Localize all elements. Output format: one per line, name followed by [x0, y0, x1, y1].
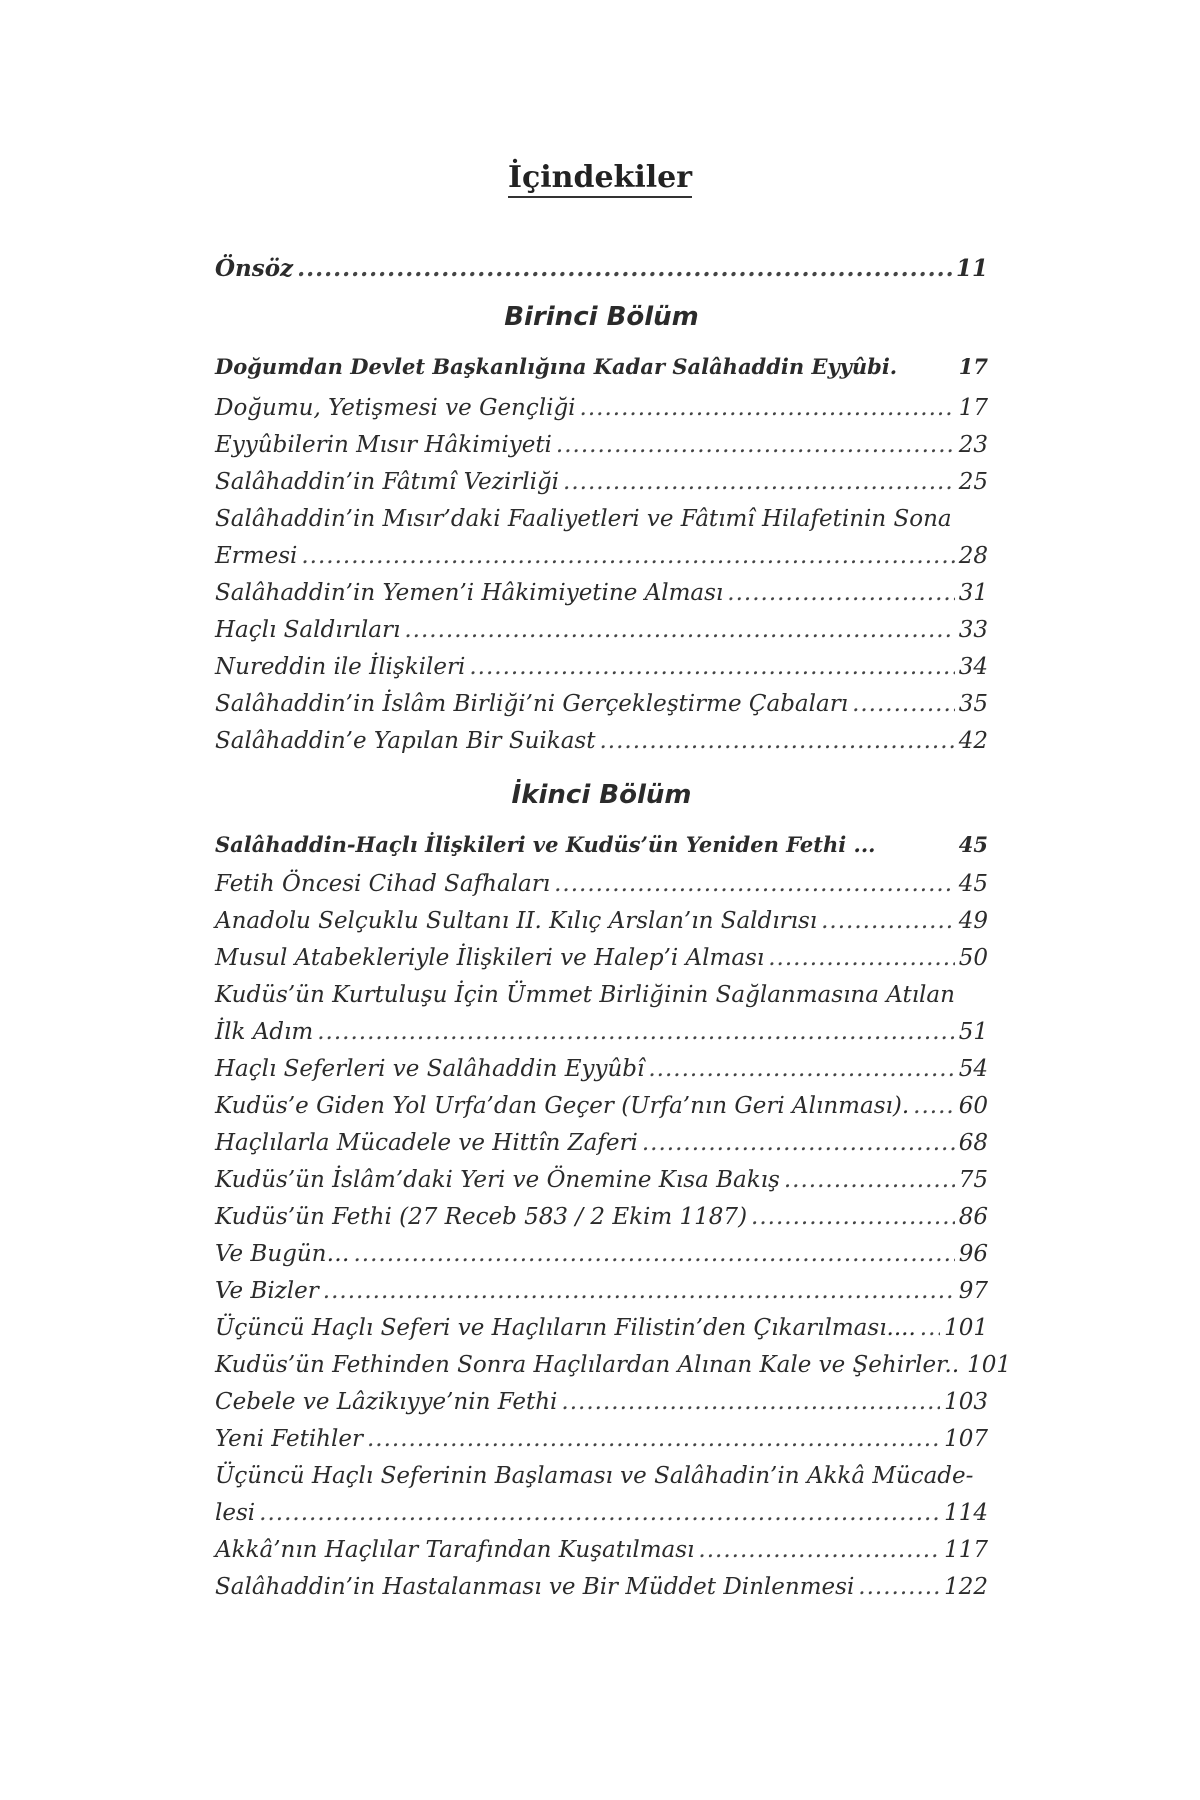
entry-title: Ve Bizler: [215, 1278, 319, 1304]
entry-title: Kudüs’e Giden Yol Urfa’dan Geçer (Urfa’nın Geri Alınması).: [215, 1093, 910, 1119]
toc-entry[interactable]: [215, 1088, 988, 1125]
entry-page: 28: [958, 543, 988, 569]
entry-title: Yeni Fetihler: [215, 1426, 363, 1452]
toc-entry[interactable]: [215, 575, 988, 612]
dot-leader: [554, 866, 955, 903]
entry-title: Üçüncü Haçlı Seferi ve Haçlıların Filistin’den Çıkarılması....: [215, 1315, 916, 1341]
entry-title: İlk Adım: [215, 1019, 314, 1045]
entry-page: 51: [958, 1019, 988, 1045]
dot-leader: [404, 612, 954, 649]
entry-page: 96: [958, 1241, 988, 1267]
toc-entry[interactable]: [215, 1125, 988, 1162]
dot-leader: [323, 1273, 955, 1310]
toc-entry[interactable]: [215, 723, 988, 760]
toc-entry[interactable]: [215, 1347, 1012, 1384]
entry-title: Salâhaddin’in İslâm Birliği’ni Gerçekleştirme Çabaları: [215, 691, 849, 717]
entry-title-line1: Salâhaddin’in Mısır’daki Faaliyetleri ve Fâtımî Hilafetinin Sona: [215, 506, 952, 532]
entry-title: Musul Atabekleriyle İlişkileri ve Halep’i Alması: [215, 945, 765, 971]
section-heading-part1: Birinci Bölüm: [504, 302, 699, 332]
entry-title-line1: Kudüs’ün Kurtuluşu İçin Ümmet Birliğinin Sağlanmasına Atılan: [215, 982, 955, 1008]
entry-title: Fetih Öncesi Cihad Safhaları: [215, 871, 551, 897]
dot-leader: [561, 1384, 940, 1421]
toc-entry[interactable]: [215, 1273, 988, 1310]
toc-entry[interactable]: [215, 903, 988, 940]
entry-page: 33: [958, 617, 988, 643]
dot-leader: [648, 1051, 954, 1088]
dot-leader: [469, 649, 954, 686]
toc-entry[interactable]: [215, 1199, 988, 1236]
entry-page: 75: [958, 1167, 988, 1193]
toc-entry[interactable]: [215, 1421, 988, 1458]
toc-entry-preface[interactable]: [215, 250, 988, 287]
entry-title: lesi: [215, 1500, 256, 1526]
entry-page: 45: [958, 871, 988, 897]
entry-page: 97: [958, 1278, 988, 1304]
dot-leader: [784, 1162, 955, 1199]
entry-title: Doğumu, Yetişmesi ve Gençliği: [215, 395, 576, 421]
toc-entry[interactable]: [215, 501, 988, 575]
entry-title: Ermesi: [215, 543, 298, 569]
toc-entry[interactable]: [215, 390, 988, 427]
entry-title: Cebele ve Lâzikıyye’nin Fethi: [215, 1389, 558, 1415]
dot-leader: [858, 1569, 940, 1606]
entry-title: Salâhaddin’in Fâtımî Vezirliği: [215, 469, 560, 495]
toc-entry[interactable]: [215, 1310, 988, 1347]
toc-entry[interactable]: [215, 866, 988, 903]
entry-title: Eyyûbilerin Mısır Hâkimiyeti: [215, 432, 552, 458]
dot-leader: [821, 903, 955, 940]
entry-title: Haçlılarla Mücadele ve Hittîn Zaferi: [215, 1130, 638, 1156]
dot-leader: [354, 1236, 955, 1273]
toc-entry[interactable]: [215, 1532, 988, 1569]
toc-entry[interactable]: [215, 940, 988, 977]
entry-page: 60: [958, 1093, 988, 1119]
entry-page: 50: [958, 945, 988, 971]
entry-title-line1: Üçüncü Haçlı Seferinin Başlaması ve Salâhadin’in Akkâ Mücade-: [215, 1463, 974, 1489]
entry-page: 35: [958, 691, 988, 717]
toc-entry[interactable]: [215, 1236, 988, 1273]
toc-entry[interactable]: [215, 1384, 988, 1421]
toc-entry[interactable]: [215, 1051, 988, 1088]
entry-page: 49: [958, 908, 988, 934]
entry-page: 23: [958, 432, 988, 458]
entry-title: Salâhaddin’e Yapılan Bir Suikast: [215, 728, 596, 754]
entry-page: 101: [944, 1315, 988, 1341]
entry-title: Haçlı Saldırıları: [215, 617, 401, 643]
entry-page: 34: [958, 654, 988, 680]
entry-page: 25: [958, 469, 988, 495]
entry-title: Anadolu Selçuklu Sultanı II. Kılıç Arslan’ın Saldırısı: [215, 908, 818, 934]
entry-page: 54: [958, 1056, 988, 1082]
dot-leader: [751, 1199, 955, 1236]
toc-entry[interactable]: [215, 464, 988, 501]
entry-page: 114: [944, 1500, 988, 1526]
dot-leader: [563, 464, 955, 501]
dot-leader: [920, 1310, 940, 1347]
entry-title: Kudüs’ün Fethi (27 Receb 583 / 2 Ekim 1187): [215, 1204, 748, 1230]
toc-entry[interactable]: [215, 977, 988, 1051]
toc-entry[interactable]: [215, 686, 988, 723]
dot-leader: [852, 686, 955, 723]
dot-leader: [599, 723, 954, 760]
dot-leader: [727, 575, 954, 612]
toc-entry[interactable]: [215, 1569, 988, 1606]
entry-title: Ve Bugün…: [215, 1241, 350, 1267]
entry-title: Kudüs’ün Fethinden Sonra Haçlılardan Alınan Kale ve Şehirler..: [215, 1352, 960, 1378]
entry-title: Haçlı Seferleri ve Salâhaddin Eyyûbî: [215, 1056, 645, 1082]
dot-leader: [301, 538, 954, 575]
dot-leader: [698, 1532, 940, 1569]
entry-page: 68: [958, 1130, 988, 1156]
toc-entry[interactable]: [215, 427, 988, 464]
entry-page: 122: [944, 1574, 988, 1600]
entry-title: Nureddin ile İlişkileri: [215, 654, 466, 680]
entry-title: Kudüs’ün İslâm’daki Yeri ve Önemine Kısa Bakış: [215, 1167, 780, 1193]
toc-entry[interactable]: [215, 1162, 988, 1199]
dot-leader: [367, 1421, 940, 1458]
dot-leader: [580, 390, 955, 427]
entry-page: 103: [944, 1389, 988, 1415]
toc-entry[interactable]: [215, 1458, 988, 1532]
chapter-title-part2[interactable]: Salâhaddin-Haçlı İlişkileri ve Kudüs’ün Yeniden Fethi ... 45: [215, 832, 988, 857]
toc-entry[interactable]: [215, 649, 988, 686]
dot-leader: [259, 1495, 940, 1532]
chapter-title-part1[interactable]: Doğumdan Devlet Başkanlığına Kadar Salâhaddin Eyyûbi. 17: [215, 354, 988, 379]
entry-page: 107: [944, 1426, 988, 1452]
dot-leader: [913, 1088, 955, 1125]
entry-page: 42: [958, 728, 988, 754]
toc-entry[interactable]: [215, 612, 988, 649]
dot-leader: [642, 1125, 955, 1162]
entry-page: 17: [958, 395, 988, 421]
dot-leader: [768, 940, 955, 977]
entry-page: 86: [958, 1204, 988, 1230]
entry-page: 101: [967, 1352, 1012, 1378]
entry-title: Önsöz: [215, 255, 294, 282]
entry-page: 31: [958, 580, 988, 606]
entry-title: Salâhaddin’in Hastalanması ve Bir Müddet Dinlenmesi: [215, 1574, 855, 1600]
section-heading-part2: İkinci Bölüm: [511, 780, 692, 810]
entry-title: Salâhaddin’in Yemen’i Hâkimiyetine Alması: [215, 580, 724, 606]
dot-leader: [317, 1014, 955, 1051]
page-title: İçindekiler: [0, 160, 1200, 195]
entry-title: Akkâ’nın Haçlılar Tarafından Kuşatılması: [215, 1537, 695, 1563]
entry-page: 117: [944, 1537, 988, 1563]
entry-page: 11: [955, 255, 988, 282]
dot-leader: [556, 427, 955, 464]
